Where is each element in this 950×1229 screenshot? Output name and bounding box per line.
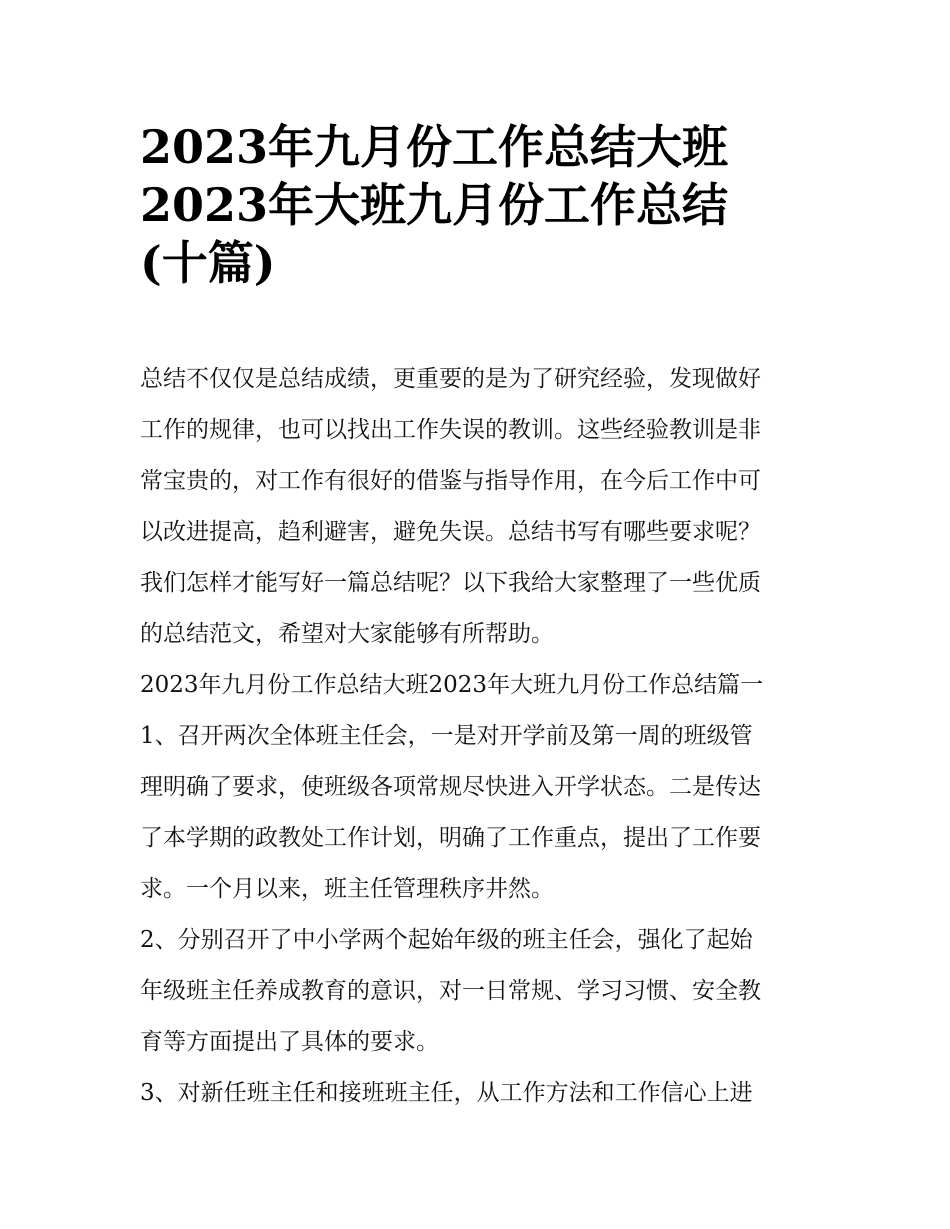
document-title bbox=[140, 118, 820, 292]
section-heading: 2023年九月份工作总结大班2023年大班九月份工作总结篇一 bbox=[140, 672, 764, 698]
body-line: 了本学期的政教处工作计划，明确了工作重点，提出了工作要 bbox=[140, 825, 761, 851]
body-line: 3、对新任班主任和接班班主任，从工作方法和工作信心上进 bbox=[140, 1080, 753, 1106]
body-line: 我们怎样才能写好一篇总结呢？以下我给大家整理了一些优质 bbox=[140, 570, 761, 596]
body-line: 总结不仅仅是总结成绩，更重要的是为了研究经验，发现做好 bbox=[140, 366, 761, 392]
body-line: 理明确了要求，使班级各项常规尽快进入开学状态。二是传达 bbox=[140, 774, 761, 800]
title-line: (十篇) bbox=[140, 236, 276, 290]
body-line: 年级班主任养成教育的意识，对一日常规、学习习惯、安全教 bbox=[140, 978, 761, 1004]
document-body bbox=[140, 354, 820, 1119]
body-line: 1、召开两次全体班主任会，一是对开学前及第一周的班级管 bbox=[140, 723, 753, 749]
body-line: 的总结范文，希望对大家能够有所帮助。 bbox=[140, 621, 554, 647]
body-line: 工作的规律，也可以找出工作失误的教训。这些经验教训是非 bbox=[140, 417, 761, 443]
title-line: 2023年九月份工作总结大班 bbox=[140, 120, 729, 174]
body-line: 2、分别召开了中小学两个起始年级的班主任会，强化了起始 bbox=[140, 927, 753, 953]
body-line: 育等方面提出了具体的要求。 bbox=[140, 1029, 439, 1055]
body-line: 常宝贵的，对工作有很好的借鉴与指导作用，在今后工作中可 bbox=[140, 468, 761, 494]
body-line: 求。一个月以来，班主任管理秩序井然。 bbox=[140, 876, 554, 902]
body-line: 以改进提高，趋利避害，避免失误。总结书写有哪些要求呢？ bbox=[140, 519, 761, 545]
title-line: 2023年大班九月份工作总结 bbox=[140, 178, 729, 232]
